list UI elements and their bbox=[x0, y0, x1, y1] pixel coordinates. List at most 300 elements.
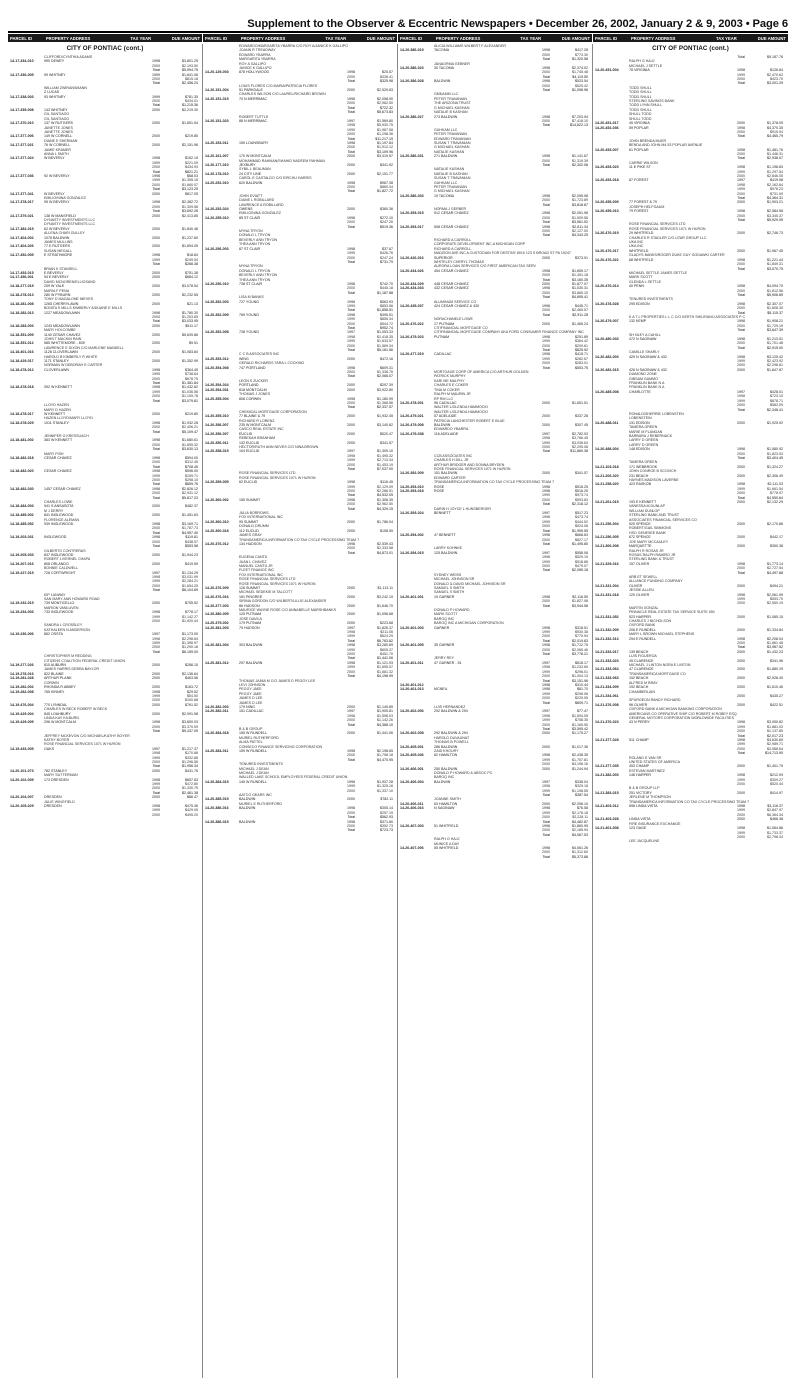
tax-year: 1998 bbox=[542, 687, 550, 692]
due-amount: $341.92 bbox=[380, 162, 393, 167]
property-address: BALDWIN bbox=[434, 422, 451, 427]
owner-name: BARBARA J REBERNACK bbox=[629, 433, 673, 438]
due-amount: $3,818.87 bbox=[572, 202, 588, 207]
owner-name: MICHAEL J DEAN bbox=[239, 766, 269, 771]
tax-year: 1997 bbox=[152, 570, 160, 575]
parcel-id: 14-20-393-015 bbox=[400, 211, 424, 216]
parcel-id: 14-18-482-030 bbox=[10, 486, 34, 491]
parcel-id: 14-17-377-021 bbox=[10, 143, 34, 148]
parcel-row bbox=[10, 143, 200, 147]
parcel-id: 14-20-360-018 bbox=[205, 528, 229, 533]
parcel-id: 14-20-352-009 bbox=[205, 312, 229, 317]
tax-year: 1998 bbox=[152, 200, 160, 205]
total-label: Total bbox=[542, 502, 550, 507]
parcel-row bbox=[205, 154, 395, 158]
total-label: Total bbox=[347, 815, 355, 820]
property-address: 95 W BEVERLY bbox=[44, 200, 70, 205]
tax-year: 2000 bbox=[737, 173, 745, 178]
tax-year: 2000 bbox=[152, 760, 160, 764]
tax-year: 2000 bbox=[737, 248, 745, 253]
due-amount: $2,811.34 bbox=[572, 224, 588, 229]
due-amount: $1,233.65 bbox=[572, 665, 588, 670]
due-amount: $1,083.84 bbox=[182, 350, 198, 355]
due-amount: $1,773.14 bbox=[767, 561, 783, 566]
parcel-row bbox=[400, 471, 590, 475]
due-amount: $1,959.55 bbox=[572, 528, 588, 533]
due-amount: $3,595.42 bbox=[572, 726, 588, 731]
tax-year: 2000 bbox=[152, 583, 160, 588]
property-address: PORTLAND bbox=[239, 383, 259, 388]
property-address: 59 POPLAR bbox=[629, 125, 649, 130]
parcel-id: 14-17-334-010 bbox=[10, 59, 34, 64]
parcel-row bbox=[595, 544, 786, 548]
parcel-id: 14-20-476-017 bbox=[595, 248, 619, 253]
due-amount: $1,745.48 bbox=[572, 70, 588, 75]
parcel-id: 14-18-478-029 bbox=[10, 420, 34, 425]
tax-year: 2000 bbox=[152, 63, 160, 68]
tax-year: 2000 bbox=[347, 612, 355, 617]
property-address: 295 EDISON bbox=[629, 301, 650, 306]
owner-name: WALTER L/GLENDA HAMMOCKI bbox=[434, 405, 488, 410]
parcel-id: 14-20-356-011 bbox=[205, 440, 229, 445]
owner-name: ALLIANCE FUNDING COMPANY bbox=[629, 579, 683, 584]
property-address: 19 GARNER bbox=[434, 594, 455, 599]
property-address: 727 YOUNG bbox=[239, 299, 260, 304]
property-address: 1227 MEADOWLAWN bbox=[44, 310, 80, 315]
owner-name: ROSE FINANCIAL SERVICES LTD bbox=[239, 577, 296, 582]
due-amount: $2,826.12 bbox=[182, 486, 198, 491]
owner-name: CITIFINANCIAL MORTGAGE COMPANY AKA FORD CONSUMER FINANCE COMPANY INC bbox=[434, 330, 584, 335]
due-amount: $1,967.45 bbox=[767, 248, 783, 253]
property-address: 250 BALDWIN bbox=[434, 766, 458, 771]
tax-year: 1998 bbox=[737, 319, 745, 324]
parcel-id: 14-20-381-012 bbox=[205, 660, 229, 665]
parcel-row bbox=[10, 293, 200, 297]
owner-name: MICHAEL JOHNSON SR bbox=[434, 577, 475, 582]
property-address: CLOVERLAWN bbox=[44, 367, 70, 372]
due-amount: $1,798.18 bbox=[377, 753, 393, 758]
owner-name: ROSE FINANCIAL SERVICES 1071 W HURON bbox=[44, 742, 121, 747]
total-label: Total bbox=[152, 447, 160, 452]
due-amount: $472.16 bbox=[380, 356, 393, 361]
due-amount: $298.10 bbox=[185, 478, 198, 482]
due-amount: $4,368.10 bbox=[377, 722, 393, 727]
owner-name: DAVID MCNOREN/ELLIOSAND bbox=[44, 279, 96, 284]
due-amount: $1,840.48 bbox=[182, 226, 198, 231]
owner-name: EMILIO/NINA GONZALEZ bbox=[239, 211, 281, 216]
tax-year: 1997 bbox=[542, 660, 550, 665]
tax-year: 1999 bbox=[737, 742, 745, 747]
owner-name: AATCO GEARS INC bbox=[239, 793, 272, 798]
due-amount: $761.52 bbox=[185, 702, 198, 707]
owner-name: JANETTE JONES bbox=[44, 129, 73, 134]
tax-year: 1999 bbox=[737, 830, 745, 835]
due-amount: $3,125.42 bbox=[767, 354, 783, 359]
tax-year: 1999 bbox=[152, 257, 160, 262]
due-amount: $6,364.34 bbox=[767, 812, 783, 817]
owner-name: B & B GROUP LLP bbox=[629, 786, 660, 791]
due-amount: $723.10 bbox=[770, 394, 783, 399]
tax-year: 1998 bbox=[542, 713, 550, 718]
parcel-id: 14-21-333-017 bbox=[595, 649, 619, 654]
due-amount: $3,160.35 bbox=[572, 277, 588, 282]
header-due-amount: DUE AMOUNT bbox=[561, 35, 591, 41]
tax-year: 2000 bbox=[737, 641, 745, 646]
parcel-id: 14-21-331-052 bbox=[595, 614, 619, 619]
due-amount: $428.01 bbox=[770, 389, 783, 394]
parcel-row bbox=[10, 324, 200, 328]
tax-year: 1999 bbox=[347, 784, 355, 789]
property-address: 77 FOREST & 79 bbox=[629, 200, 657, 205]
tax-year: 1999 bbox=[347, 127, 355, 132]
due-amount: $1,780.30 bbox=[182, 310, 198, 315]
due-amount: $1,142.26 bbox=[377, 718, 393, 723]
parcel-id: 14-20-352-008 bbox=[205, 330, 229, 335]
total-label: Total bbox=[737, 733, 745, 738]
due-amount: $1,641.06 bbox=[182, 72, 198, 77]
tax-year: 2000 bbox=[542, 215, 550, 220]
property-address: 733 INGLEWOOD bbox=[44, 610, 74, 615]
owner-name: DYNASTY INVESTMENTS LLC bbox=[44, 222, 96, 227]
parcel-row bbox=[205, 432, 395, 436]
due-amount: $419.58 bbox=[770, 178, 783, 183]
tax-year: 1998 bbox=[737, 68, 745, 73]
due-amount: $3,070.75 bbox=[767, 266, 783, 271]
due-amount: $1,925.92 bbox=[767, 420, 783, 425]
owner-name: RALPH G HAJJ bbox=[434, 837, 460, 842]
parcel-id: 14-20-376-009 bbox=[205, 585, 229, 590]
tax-year: 2000 bbox=[347, 414, 355, 419]
owner-name: SUSAN T TRAVANIAN bbox=[434, 140, 471, 145]
owner-name: AURORA LOAN SERVICES C/O FIRST AMERICAN TAX SERV bbox=[434, 264, 536, 269]
due-amount: $605.37 bbox=[380, 647, 393, 652]
property-address: Z LUCAS bbox=[44, 90, 60, 95]
parcel-id: 14-18-283-003 bbox=[10, 323, 34, 328]
parcel-id: 14-21-382-003 bbox=[595, 773, 619, 778]
total-label: Total bbox=[152, 68, 160, 73]
due-amount: $855.34 bbox=[380, 317, 393, 322]
owner-name: JEFFREY MCKEVON C/O MICHAEL/KATHY BOYER bbox=[44, 733, 130, 738]
owner-name: BONITA S MILLS KIMBERLY A/DUANE E MILLS bbox=[44, 306, 123, 311]
tax-year: 2000 bbox=[542, 766, 550, 771]
owner-name: PETER TRAVANIAN bbox=[434, 185, 467, 189]
property-address: 808 ORLANDO bbox=[44, 561, 69, 566]
due-amount: $731.09 bbox=[770, 191, 783, 196]
listing-column-1 bbox=[8, 44, 203, 1378]
due-amount: $4,532.05 bbox=[377, 493, 393, 498]
tax-year: 2000 bbox=[542, 762, 550, 767]
tax-year: 1997 bbox=[347, 709, 355, 714]
tax-year: 1998 bbox=[737, 147, 745, 152]
due-amount: $3,140.62 bbox=[377, 422, 393, 427]
due-amount: $3,109.96 bbox=[377, 149, 393, 154]
due-amount: $76.58 bbox=[577, 806, 588, 811]
owner-name: PEGGY JAEE bbox=[239, 691, 262, 696]
owner-name: JULIE WINGFIELD bbox=[44, 799, 75, 804]
due-amount: $4,061.26 bbox=[572, 845, 588, 850]
tax-year: 2000 bbox=[542, 563, 550, 568]
tax-year: 2000 bbox=[152, 270, 160, 275]
tax-year: 1998 bbox=[737, 394, 745, 399]
total-label: Total bbox=[152, 495, 160, 500]
owner-name: MARY FISH bbox=[44, 451, 64, 456]
total-label: Total bbox=[542, 678, 550, 683]
due-amount: $5,161.56 bbox=[377, 348, 393, 353]
property-address: 424 CESAR CHAVEZ & 430 bbox=[434, 303, 480, 308]
owner-name: G MICHAEL KASHAN bbox=[434, 145, 470, 150]
due-amount: $2,295.08 bbox=[572, 444, 588, 449]
tax-year: 1998 bbox=[542, 643, 550, 648]
due-amount: $2,091.58 bbox=[182, 711, 198, 716]
property-address: 126 SUMMIT bbox=[239, 585, 261, 590]
total-label: Total bbox=[542, 652, 550, 657]
tax-year: 2000 bbox=[542, 229, 550, 234]
owner-name: ROY A GALLIPO bbox=[239, 61, 267, 66]
owner-name: GLENDA L SETTLE bbox=[629, 279, 662, 284]
due-amount: $511.17 bbox=[185, 323, 198, 328]
due-amount: $2,193.50 bbox=[182, 63, 198, 68]
due-amount: $495.20 bbox=[185, 812, 198, 817]
due-amount: $364.45 bbox=[185, 367, 198, 372]
owner-name: JOANNE SMITH bbox=[434, 797, 461, 802]
owner-name: MORTGAGE CORP OF AMERICA C/O ARTHUR GOLDEN bbox=[434, 370, 529, 375]
due-amount: $1,325.16 bbox=[377, 784, 393, 789]
due-amount: $1,660.07 bbox=[182, 182, 198, 187]
total-label: Total bbox=[737, 570, 745, 575]
tax-year: 2000 bbox=[152, 284, 160, 289]
parcel-row bbox=[205, 612, 395, 616]
due-amount: $68.03 bbox=[187, 173, 198, 178]
due-amount: $341.96 bbox=[770, 658, 783, 663]
owner-name: HAZEN LLOYD/MARY LLOYD bbox=[44, 416, 93, 421]
owner-name: ROSE FINANCIAL SERVICES 1071 W HURON bbox=[239, 475, 316, 480]
tax-year: 1999 bbox=[737, 596, 745, 601]
parcel-id: 14-20-406-001 bbox=[400, 766, 424, 771]
due-amount: $1,396.97 bbox=[182, 641, 198, 646]
due-amount: $3,116.37 bbox=[767, 804, 783, 809]
owner-name: STERLING BANK & TRUST bbox=[629, 557, 675, 562]
due-amount: $4,630.60 bbox=[767, 737, 783, 742]
parcel-id: 14-21-256-004 bbox=[595, 522, 619, 527]
property-address: 728 CORTWRIGHT bbox=[44, 570, 76, 575]
tax-year: 2000 bbox=[152, 341, 160, 346]
due-amount: $4,895.41 bbox=[572, 295, 588, 300]
total-label: Total bbox=[542, 449, 550, 454]
due-amount: $3,801.25 bbox=[182, 59, 198, 64]
tax-year: 2000 bbox=[347, 343, 355, 348]
due-amount: $553.75 bbox=[575, 365, 588, 370]
owner-name: SHULL TODD bbox=[629, 116, 652, 121]
masthead bbox=[8, 4, 788, 30]
tax-year: 2000 bbox=[347, 387, 355, 392]
due-amount: $678.71 bbox=[770, 398, 783, 403]
owner-name: JULIA BORROWS bbox=[239, 511, 269, 516]
property-address: W KENNETT bbox=[44, 411, 66, 416]
tax-year: 2000 bbox=[347, 162, 355, 167]
parcel-row bbox=[400, 731, 590, 735]
parcel-id: 14-18-485-052 bbox=[10, 522, 34, 527]
tax-year: 1998 bbox=[542, 753, 550, 758]
parcel-row bbox=[10, 795, 200, 799]
total-label: Total bbox=[542, 88, 550, 93]
total-label: Total bbox=[737, 310, 745, 315]
owner-name: DIANE E SHERMAN bbox=[44, 138, 78, 143]
owner-name: GILBERTO CONTRERAS bbox=[44, 548, 86, 553]
parcel-id: 14-20-394-015 bbox=[400, 550, 424, 555]
parcel-id: 14-18-351-009 bbox=[10, 332, 34, 337]
owner-name: GIBSAM GAMMO bbox=[629, 376, 658, 381]
tax-year: 2000 bbox=[737, 782, 745, 787]
parcel-id: 14-20-161-007 bbox=[205, 154, 229, 159]
owner-name: SANDRA L CROSSLEY bbox=[44, 623, 83, 628]
tax-year: 1999 bbox=[737, 724, 745, 729]
due-amount: $1,244.94 bbox=[572, 766, 588, 771]
property-address: 79 HUDSON bbox=[239, 625, 260, 630]
owner-name: FLORENCE ALEMAN bbox=[44, 517, 80, 522]
tax-year: 2000 bbox=[347, 788, 355, 793]
header-property-address: PROPERTY ADDRESS bbox=[631, 35, 676, 41]
parcel-id: 14-20-482-015 bbox=[595, 367, 619, 372]
owner-name: PETER TRAVANIAN bbox=[434, 96, 467, 101]
tax-year: 1998 bbox=[542, 489, 550, 494]
due-amount: $1,569.80 bbox=[377, 118, 393, 123]
tax-year: 2000 bbox=[152, 539, 160, 544]
due-amount: $827.17 bbox=[575, 537, 588, 542]
parcel-id: 14-17-452-005 bbox=[10, 253, 34, 258]
property-address: 30 TACOMA bbox=[434, 66, 455, 71]
due-amount: $119.81 bbox=[185, 535, 198, 540]
column-header-group bbox=[8, 34, 203, 42]
due-amount: $1,053.33 bbox=[377, 330, 393, 335]
property-address: 303 BALDWIN bbox=[239, 643, 263, 648]
parcel-row bbox=[400, 401, 590, 405]
property-address: 47 GARNER - 51 bbox=[434, 660, 462, 665]
parcel-row bbox=[205, 163, 395, 167]
total-label: Total bbox=[347, 467, 355, 471]
due-amount: $1,646.70 bbox=[377, 603, 393, 608]
parcel-id: 14-21-331-018 bbox=[595, 592, 619, 597]
due-amount: $5,673.83 bbox=[377, 110, 393, 115]
tax-year: 1998 bbox=[347, 453, 355, 458]
property-address: 29 WHITFIELD bbox=[629, 231, 654, 236]
due-amount: $751.38 bbox=[185, 270, 198, 275]
due-amount: $2,746.73 bbox=[767, 231, 783, 236]
due-amount: $1,861.48 bbox=[767, 641, 783, 646]
property-address: 77 BLAINE & 79 bbox=[239, 414, 266, 419]
owner-name: TODD SHULL bbox=[629, 94, 652, 99]
property-address: 76 W CORNELL bbox=[44, 143, 71, 148]
due-amount: $624.29 bbox=[380, 634, 393, 639]
parcel-id: 14-20-386-031 bbox=[400, 154, 424, 159]
due-amount: $435.27 bbox=[770, 693, 783, 698]
property-address: SUPERIOR bbox=[434, 255, 453, 260]
tax-year: 2000 bbox=[347, 145, 355, 150]
owner-name: JAMES HARRIS DEBRA BAYLOR bbox=[44, 667, 100, 672]
due-amount: $3,944.56 bbox=[572, 603, 588, 608]
due-amount: $434.93 bbox=[185, 165, 198, 170]
tax-year: 2000 bbox=[542, 52, 550, 57]
owner-name: JOSE DAVILA bbox=[239, 616, 262, 621]
due-amount: $337.28 bbox=[575, 414, 588, 419]
due-amount: $562.93 bbox=[380, 815, 393, 820]
owner-name: ALMA PATTEL bbox=[239, 740, 263, 745]
total-label: Total bbox=[737, 156, 745, 161]
due-amount: $2,306.49 bbox=[767, 473, 783, 478]
owner-name: NATALIE B KASHAN bbox=[434, 110, 468, 115]
due-amount: $723.73 bbox=[380, 828, 393, 833]
tax-year: 1999 bbox=[737, 777, 745, 782]
tax-year: 1999 bbox=[152, 473, 160, 478]
parcel-id: 14-20-476-022 bbox=[400, 321, 424, 326]
property-address: 78 VIRGINIA bbox=[629, 68, 650, 73]
owner-name: G MICHAEL KASHAN bbox=[434, 105, 470, 110]
due-amount: $519.36 bbox=[380, 224, 393, 229]
due-amount: $1,757.81 bbox=[572, 757, 588, 762]
due-amount: $415.71 bbox=[575, 352, 588, 357]
parcel-id: 14-20-377-003 bbox=[205, 603, 229, 608]
due-amount: $853.56 bbox=[380, 303, 393, 308]
due-amount: $209.61 bbox=[575, 343, 588, 348]
parcel-id: 14-21-376-008 bbox=[595, 702, 619, 707]
due-amount: $3,800.03 bbox=[182, 720, 198, 725]
due-amount: $29.52 bbox=[187, 689, 198, 694]
tax-year: 2000 bbox=[152, 107, 160, 112]
parcel-id: 14-20-379-002 bbox=[205, 621, 229, 626]
tax-year: 2000 bbox=[347, 400, 355, 405]
tax-year: 2000 bbox=[737, 522, 745, 527]
owner-name: ALICIA WILLIAMS WILBERT F ALEXANDER bbox=[434, 44, 506, 48]
property-address: 120 OLIVER bbox=[629, 592, 650, 597]
total-label: Total bbox=[347, 290, 355, 295]
parcel-row bbox=[595, 584, 786, 588]
tax-year: 1998 bbox=[737, 182, 745, 187]
due-amount: $1,180.99 bbox=[377, 396, 393, 401]
parcel-id: 14-17-336-005 bbox=[10, 72, 34, 77]
owner-name: ALUMINUM SERVICE CO bbox=[434, 299, 477, 304]
total-row bbox=[205, 828, 395, 832]
due-amount: $5,906.89 bbox=[767, 292, 783, 297]
due-amount: $4,329.15 bbox=[377, 506, 393, 511]
parcel-id: 14-17-377-024 bbox=[10, 156, 34, 161]
property-address: 62 EUCLID bbox=[239, 480, 258, 485]
due-amount: $352.73 bbox=[380, 823, 393, 828]
owner-name: BAROQ INC bbox=[434, 616, 455, 621]
tax-year: 1999 bbox=[347, 634, 355, 639]
parcel-id: 14-20-358-015 bbox=[205, 449, 229, 454]
parcel-row bbox=[595, 659, 786, 663]
total-label: Total bbox=[542, 365, 550, 370]
tax-year: 1998 bbox=[152, 689, 160, 694]
owner-name: MYNA TRYON bbox=[239, 264, 263, 269]
due-amount: $2,208.04 bbox=[767, 636, 783, 641]
parcel-row bbox=[10, 192, 200, 196]
tax-year: 2000 bbox=[737, 420, 745, 425]
parcel-id: 14-20-386-033 bbox=[400, 193, 424, 198]
due-amount: $8,104.69 bbox=[182, 588, 198, 593]
parcel-id: 14-18-429-017 bbox=[10, 359, 34, 364]
owner-name: NORACHANELE LOWE bbox=[434, 317, 473, 322]
property-address: GARNER bbox=[434, 625, 450, 630]
tax-year: 2000 bbox=[737, 129, 745, 134]
parcel-row bbox=[400, 256, 590, 260]
total-label: Total bbox=[152, 398, 160, 403]
tax-year: 2000 bbox=[347, 502, 355, 507]
tax-year: 2000 bbox=[347, 356, 355, 361]
property-address: 77 E RUTGERS bbox=[44, 244, 70, 249]
property-address: ROSE bbox=[434, 489, 445, 494]
property-address: INGLEWOOD bbox=[44, 535, 67, 540]
owner-name: BAROQ INC A MICHIGAN CORPORATION bbox=[434, 621, 504, 626]
